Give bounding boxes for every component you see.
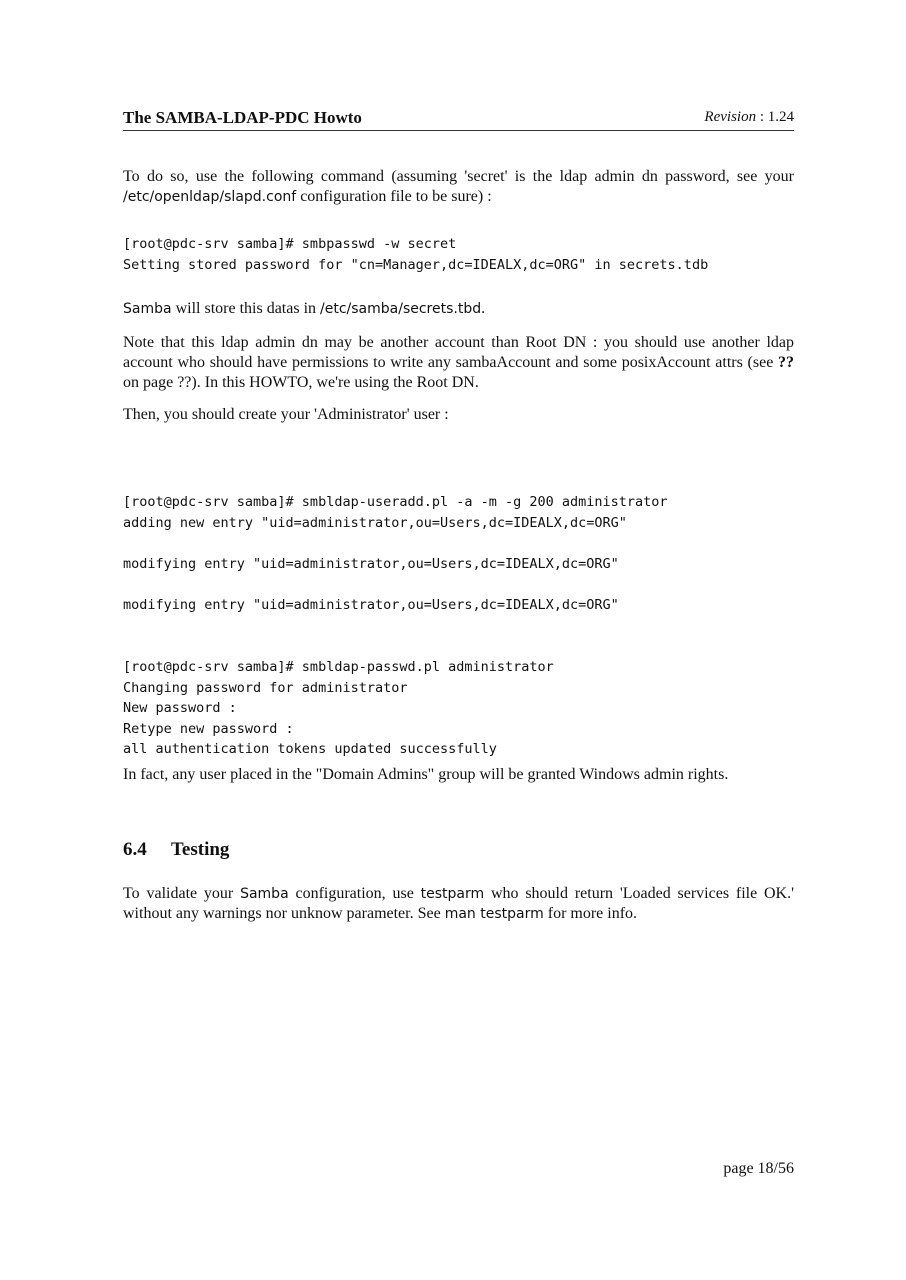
section-heading: [123, 839, 229, 861]
code-line: [123, 574, 794, 595]
slapd-conf-path: /etc/openldap/slapd.conf: [123, 189, 297, 205]
paragraph-testparm: [123, 884, 794, 924]
code-line: [root@pdc-srv samba]# smbldap-useradd.pl -a -m -g 200 administrator: [123, 494, 668, 510]
testparm-command: testparm: [420, 886, 485, 902]
text: configuration, use: [288, 885, 421, 902]
text: on page ??). In this HOWTO, we're using the Root DN.: [123, 374, 479, 391]
paragraph-domain-admins: In fact, any user placed in the "Domain Admins" group will be granted Windows admin rights.: [123, 766, 729, 783]
text: .: [481, 300, 486, 317]
code-line: [root@pdc-srv samba]# smbpasswd -w secret: [123, 236, 457, 252]
man-testparm-command: man testparm: [444, 906, 544, 922]
text: who should return 'Loaded services file OK.' without any warnings nor unknow parameter. See: [123, 885, 794, 922]
code-line: [123, 533, 794, 554]
section-number: 6.4: [123, 839, 147, 860]
header-title: The SAMBA-LDAP-PDC Howto: [123, 108, 362, 127]
reference-marker: ??: [778, 354, 794, 371]
code-line: New password :: [123, 700, 237, 716]
code-line: Setting stored password for "cn=Manager,dc=IDEALX,dc=ORG" in secrets.tdb: [123, 256, 709, 273]
text: Note that this ldap admin dn may be another account than Root DN : you should use another ldap account who should have permissions to write any sambaAccount and some posixAccount attrs (see: [123, 334, 794, 371]
revision-label: Revision: [704, 109, 757, 125]
code-block-smbpasswd: [123, 234, 794, 275]
paragraph-admin-dn-note: [123, 333, 794, 393]
paragraph-create-admin: Then, you should create your 'Administrator' user :: [123, 406, 449, 423]
code-line: Changing password for administrator: [123, 679, 408, 696]
text: for more info.: [543, 905, 638, 922]
code-line: all authentication tokens updated successfully: [123, 741, 497, 757]
revision-separator: :: [756, 109, 768, 125]
revision-value: 1.24: [767, 109, 794, 125]
secrets-path: /etc/samba/secrets.tbd: [320, 301, 482, 317]
paragraph-command-intro: [123, 167, 794, 207]
paragraph-secrets: [123, 299, 794, 319]
code-line: [root@pdc-srv samba]# smbldap-passwd.pl administrator: [123, 659, 554, 675]
page-header: [123, 108, 794, 131]
text: To validate your: [123, 885, 241, 902]
section-title: Testing: [171, 839, 230, 860]
code-line: modifying entry "uid=administrator,ou=Users,dc=IDEALX,dc=ORG": [123, 555, 619, 572]
code-line: modifying entry "uid=administrator,ou=Users,dc=IDEALX,dc=ORG": [123, 596, 619, 613]
text: will store this datas in: [171, 300, 321, 317]
samba-name: Samba: [240, 886, 289, 902]
code-line: Retype new password :: [123, 720, 294, 737]
header-revision: [704, 109, 794, 126]
code-line: adding new entry "uid=administrator,ou=Users,dc=IDEALX,dc=ORG": [123, 514, 627, 531]
text: configuration file to be sure) :: [296, 188, 492, 205]
document-page: [123, 0, 794, 1280]
text: To do so, use the following command (assuming 'secret' is the ldap admin dn password, see your: [123, 168, 794, 185]
page-number: page 18/56: [723, 1160, 794, 1177]
samba-name: Samba: [123, 301, 172, 317]
